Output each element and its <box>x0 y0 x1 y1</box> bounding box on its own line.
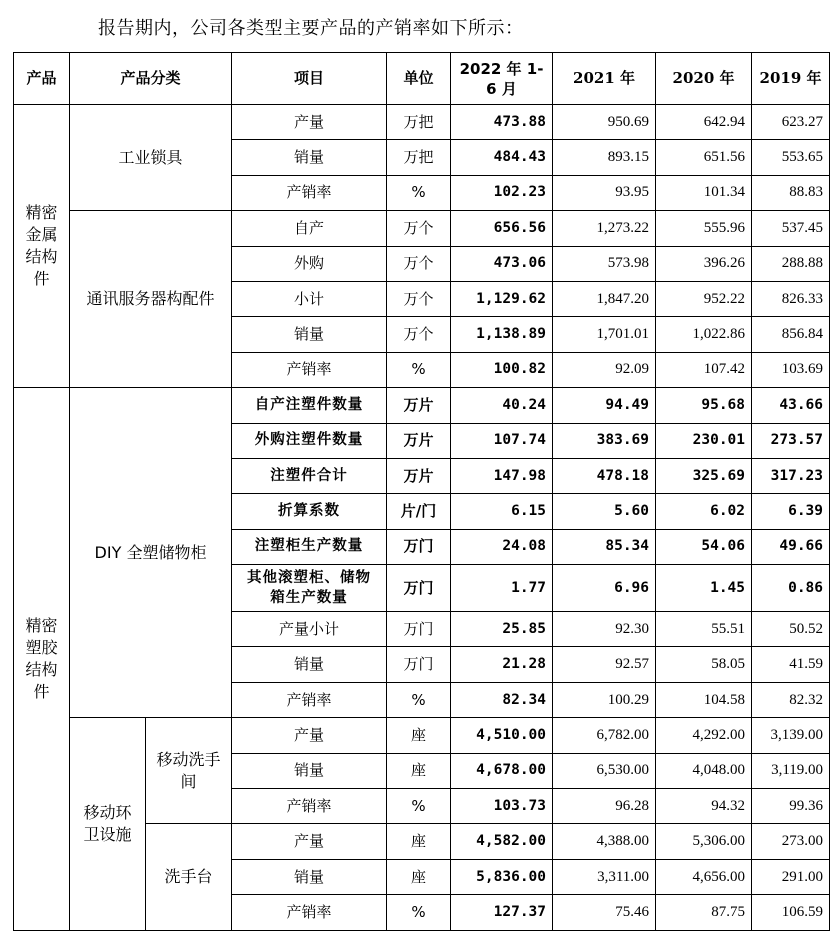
unit-cell: 万个 <box>387 281 451 316</box>
table-row <box>14 105 830 140</box>
value-2019: 43.66 <box>752 388 830 423</box>
value-2019: 103.69 <box>752 352 830 387</box>
value-2020: 642.94 <box>656 105 752 140</box>
value-2021: 478.18 <box>553 458 656 493</box>
value-2020: 4,292.00 <box>656 718 752 753</box>
item-cell: 产销率 <box>232 895 387 930</box>
value-2020: 6.02 <box>656 494 752 529</box>
value-2021: 92.09 <box>553 352 656 387</box>
item-cell: 注塑柜生产数量 <box>232 529 387 564</box>
header-2022h1: 2022 年 1-6 月 <box>451 53 553 105</box>
value-2021: 92.57 <box>553 647 656 682</box>
header-row <box>14 53 830 105</box>
subcategory-wash-basin: 洗手台 <box>146 824 232 930</box>
value-2020: 4,656.00 <box>656 859 752 894</box>
value-2022: 5,836.00 <box>451 859 553 894</box>
value-2019: 0.86 <box>752 565 830 612</box>
value-2022: 25.85 <box>451 612 553 647</box>
value-2021: 6,782.00 <box>553 718 656 753</box>
value-2020: 107.42 <box>656 352 752 387</box>
header-item: 项目 <box>232 53 387 105</box>
value-2020: 396.26 <box>656 246 752 281</box>
value-2021: 1,701.01 <box>553 317 656 352</box>
value-2021: 5.60 <box>553 494 656 529</box>
item-cell: 产量 <box>232 105 387 140</box>
product-group-metal: 精密金属结构件 <box>14 105 70 388</box>
value-2021: 6.96 <box>553 565 656 612</box>
value-2021: 94.49 <box>553 388 656 423</box>
value-2022: 4,510.00 <box>451 718 553 753</box>
header-category: 产品分类 <box>70 53 232 105</box>
unit-cell: 座 <box>387 753 451 788</box>
value-2019: 317.23 <box>752 458 830 493</box>
value-2022: 102.23 <box>451 175 553 210</box>
value-2021: 93.95 <box>553 175 656 210</box>
value-2019: 826.33 <box>752 281 830 316</box>
value-2020: 555.96 <box>656 211 752 246</box>
value-2022: 107.74 <box>451 423 553 458</box>
product-group-plastic: 精密塑胶结构件 <box>14 388 70 930</box>
value-2021: 3,311.00 <box>553 859 656 894</box>
unit-cell: 座 <box>387 824 451 859</box>
value-2019: 273.57 <box>752 423 830 458</box>
item-cell: 产量 <box>232 824 387 859</box>
unit-cell: 万个 <box>387 211 451 246</box>
unit-cell: 万片 <box>387 423 451 458</box>
unit-cell: 万个 <box>387 246 451 281</box>
value-2020: 651.56 <box>656 140 752 175</box>
value-2019: 106.59 <box>752 895 830 930</box>
value-2019: 41.59 <box>752 647 830 682</box>
value-2019: 3,119.00 <box>752 753 830 788</box>
value-2021: 100.29 <box>553 682 656 717</box>
value-2022: 1,129.62 <box>451 281 553 316</box>
category-diy-cabinet: DIY 全塑储物柜 <box>70 388 232 718</box>
value-2019: 537.45 <box>752 211 830 246</box>
value-2022: 127.37 <box>451 895 553 930</box>
value-2022: 6.15 <box>451 494 553 529</box>
value-2021: 893.15 <box>553 140 656 175</box>
item-cell: 产销率 <box>232 352 387 387</box>
item-cell: 产量 <box>232 718 387 753</box>
item-cell: 注塑件合计 <box>232 458 387 493</box>
value-2020: 101.34 <box>656 175 752 210</box>
item-cell: 销量 <box>232 647 387 682</box>
value-2019: 50.52 <box>752 612 830 647</box>
value-2021: 1,847.20 <box>553 281 656 316</box>
value-2021: 383.69 <box>553 423 656 458</box>
unit-cell: % <box>387 682 451 717</box>
value-2020: 230.01 <box>656 423 752 458</box>
unit-cell: 片/门 <box>387 494 451 529</box>
value-2022: 473.88 <box>451 105 553 140</box>
value-2021: 96.28 <box>553 789 656 824</box>
value-2020: 54.06 <box>656 529 752 564</box>
unit-cell: 万把 <box>387 105 451 140</box>
value-2020: 325.69 <box>656 458 752 493</box>
unit-cell: 万门 <box>387 647 451 682</box>
header-2019: 2019 年 <box>752 53 830 105</box>
item-cell: 产量小计 <box>232 612 387 647</box>
item-cell: 折算系数 <box>232 494 387 529</box>
header-2021: 2021 年 <box>553 53 656 105</box>
value-2019: 99.36 <box>752 789 830 824</box>
value-2020: 55.51 <box>656 612 752 647</box>
table-row <box>14 211 830 246</box>
unit-cell: % <box>387 352 451 387</box>
value-2020: 5,306.00 <box>656 824 752 859</box>
item-cell: 销量 <box>232 859 387 894</box>
value-2019: 856.84 <box>752 317 830 352</box>
value-2021: 950.69 <box>553 105 656 140</box>
category-industrial-locks: 工业锁具 <box>70 105 232 211</box>
value-2022: 484.43 <box>451 140 553 175</box>
unit-cell: 万把 <box>387 140 451 175</box>
value-2021: 1,273.22 <box>553 211 656 246</box>
subcategory-mobile-toilet: 移动洗手间 <box>146 718 232 824</box>
value-2020: 952.22 <box>656 281 752 316</box>
header-unit: 单位 <box>387 53 451 105</box>
item-cell: 销量 <box>232 140 387 175</box>
unit-cell: 万门 <box>387 565 451 612</box>
unit-cell: % <box>387 895 451 930</box>
value-2022: 1.77 <box>451 565 553 612</box>
value-2021: 92.30 <box>553 612 656 647</box>
unit-cell: % <box>387 789 451 824</box>
header-2020: 2020 年 <box>656 53 752 105</box>
value-2022: 473.06 <box>451 246 553 281</box>
value-2022: 4,678.00 <box>451 753 553 788</box>
value-2020: 94.32 <box>656 789 752 824</box>
value-2020: 58.05 <box>656 647 752 682</box>
value-2022: 40.24 <box>451 388 553 423</box>
item-cell: 产销率 <box>232 175 387 210</box>
value-2020: 4,048.00 <box>656 753 752 788</box>
unit-cell: 万门 <box>387 612 451 647</box>
value-2020: 104.58 <box>656 682 752 717</box>
unit-cell: % <box>387 175 451 210</box>
value-2019: 88.83 <box>752 175 830 210</box>
value-2020: 95.68 <box>656 388 752 423</box>
category-mobile-sanitation: 移动环卫设施 <box>70 718 146 930</box>
production-sales-table <box>13 52 830 931</box>
item-cell: 产销率 <box>232 682 387 717</box>
value-2022: 82.34 <box>451 682 553 717</box>
item-cell: 自产注塑件数量 <box>232 388 387 423</box>
value-2021: 85.34 <box>553 529 656 564</box>
value-2021: 573.98 <box>553 246 656 281</box>
value-2019: 288.88 <box>752 246 830 281</box>
value-2020: 87.75 <box>656 895 752 930</box>
unit-cell: 座 <box>387 859 451 894</box>
value-2021: 75.46 <box>553 895 656 930</box>
value-2019: 273.00 <box>752 824 830 859</box>
value-2022: 103.73 <box>451 789 553 824</box>
value-2020: 1,022.86 <box>656 317 752 352</box>
header-product: 产品 <box>14 53 70 105</box>
item-cell: 自产 <box>232 211 387 246</box>
value-2019: 49.66 <box>752 529 830 564</box>
unit-cell: 万片 <box>387 458 451 493</box>
value-2021: 4,388.00 <box>553 824 656 859</box>
table-row <box>14 718 830 753</box>
item-cell: 外购 <box>232 246 387 281</box>
value-2019: 623.27 <box>752 105 830 140</box>
value-2022: 21.28 <box>451 647 553 682</box>
value-2020: 1.45 <box>656 565 752 612</box>
value-2019: 553.65 <box>752 140 830 175</box>
value-2019: 3,139.00 <box>752 718 830 753</box>
unit-cell: 万个 <box>387 317 451 352</box>
unit-cell: 万门 <box>387 529 451 564</box>
value-2022: 4,582.00 <box>451 824 553 859</box>
value-2021: 6,530.00 <box>553 753 656 788</box>
item-cell: 小计 <box>232 281 387 316</box>
unit-cell: 座 <box>387 718 451 753</box>
intro-text: 报告期内，公司各类型主要产品的产销率如下所示： <box>98 18 524 39</box>
value-2019: 6.39 <box>752 494 830 529</box>
item-cell: 销量 <box>232 753 387 788</box>
category-server-parts: 通讯服务器构配件 <box>70 211 232 388</box>
unit-cell: 万片 <box>387 388 451 423</box>
item-cell: 销量 <box>232 317 387 352</box>
value-2022: 656.56 <box>451 211 553 246</box>
value-2022: 24.08 <box>451 529 553 564</box>
item-cell: 其他滚塑柜、储物箱生产数量 <box>232 565 387 612</box>
value-2022: 1,138.89 <box>451 317 553 352</box>
value-2019: 82.32 <box>752 682 830 717</box>
value-2019: 291.00 <box>752 859 830 894</box>
table-row <box>14 388 830 423</box>
value-2022: 147.98 <box>451 458 553 493</box>
item-cell: 外购注塑件数量 <box>232 423 387 458</box>
value-2022: 100.82 <box>451 352 553 387</box>
item-cell: 产销率 <box>232 789 387 824</box>
